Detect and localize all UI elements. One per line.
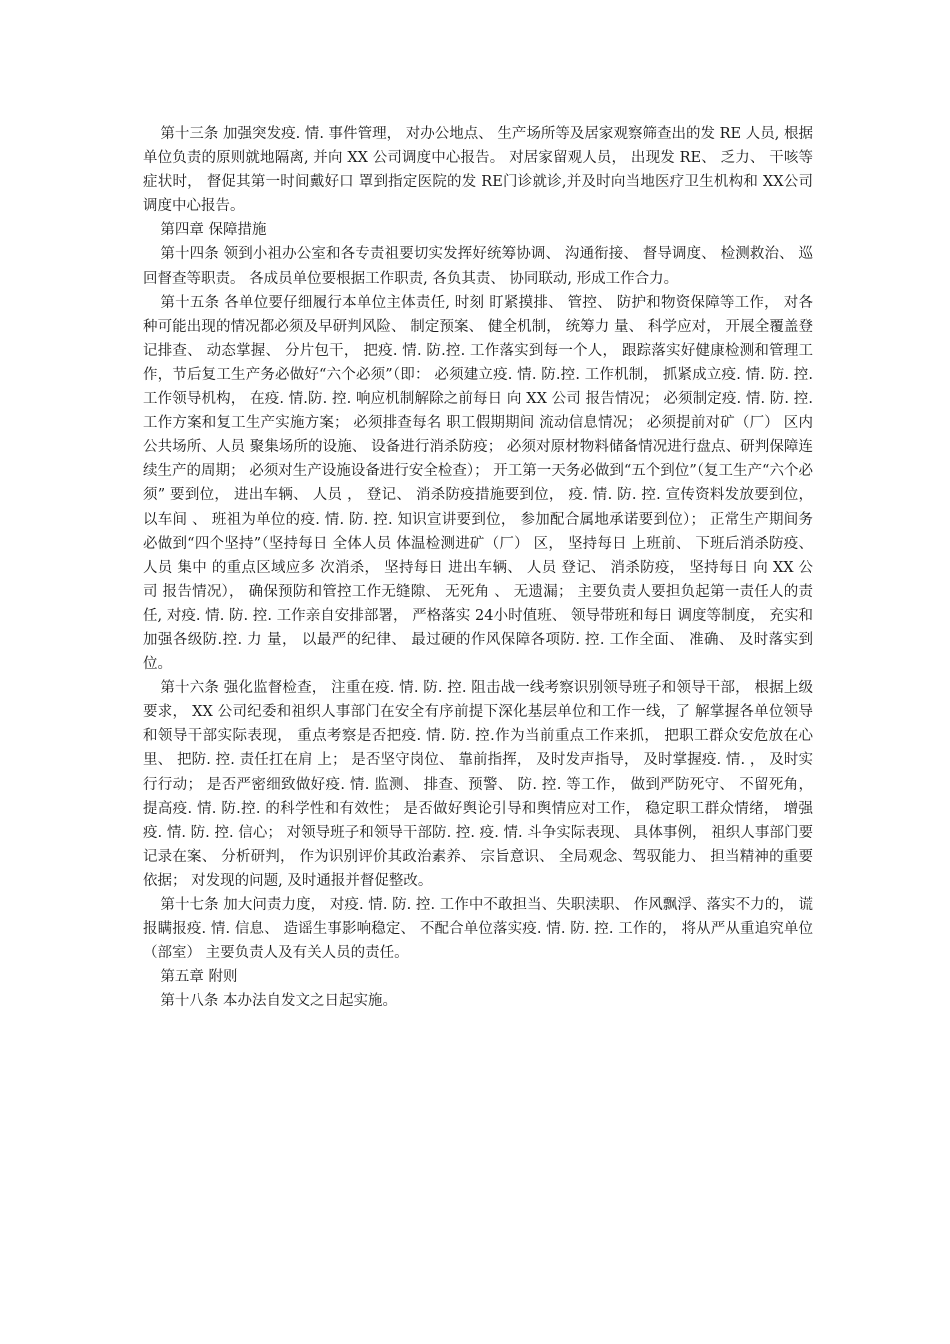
chapter-4-heading: 第四章 保障措施 xyxy=(160,222,267,239)
article-17: 第十七条 加大问责力度， 对疫. 情. 防. 控. 工作中不敢担当、失职渎职、 作风飘浮、落实不力的， 谎报瞒报疫. 情. 信息、 造谣生事影响稳定、 不配合单位落实疫. 情. 防. 控. 工作的， 将从严从重追究单位（部室） 主要负责人及有关人员的责任。 xyxy=(143,897,813,962)
article-15: 第十五条 各单位要仔细履行本单位主体责任, 时刻 盯紧摸排、 管控、 防护和物资保障等工作， 对各种可能出现的情况都必须及早研判风险、 制定预案、 健全机制， 统筹力 量、 科学应对， 开展全覆盖登记排查、 动态掌握、 分片包干， 把疫. 情. 防.控. 工作落实到每一个人， 跟踪落实好健康检测和管理工作，节后复工生产务必做好“六个必须”（即： 必须建立疫. 情. 防.控. 工作机制， 抓紧成立疫. 情. 防. 控. 工作领导机构， 在疫. 情.防. 控. 响应机制解除之前每日 向 XX 公司 报告情况； 必须制定疫. 情. 防. 控. 工作方案和复工生产实施方案； 必须排查每名 职工假期期间 流动信息情况； 必须提前对矿（厂） 区内公共场所、人员 聚集场所的设施、 设备进行消杀防疫； 必须对原材物料储备情况进行盘点、研判保障连续生产的周期； 必须对生产设施设备进行安全检查）； 开工第一天务必做到“五个到位”（复工生产“六个必须” 要到位， 进出车辆、 人员 ， 登记、 消杀防疫措施要到位， 疫. 情. 防. 控. 宣传资料发放要到位， 以车间 、 班祖为单位的疫. 情. 防. 控. 知识宣讲要到位， 参加配合属地承诺要到位）； 正常生产期间务必做到“四个坚持”（坚持每日 全体人员 体温检测进矿（厂） 区， 坚持每日 上班前、 下班后消杀防疫、 人员 集中 的重点区域应多 次消杀， 坚持每日 进出车辆、 人员 登记、 消杀防疫， 坚持每日 向 XX 公司 报告情况）， 确保预防和管控工作无缝隙、 无死角 、 无遗漏； 主要负责人要担负起第一责任人的责任, 对疫. 情. 防. 控. 工作亲自安排部署， 严格落实 24小时值班、 领导带班和每日 调度等制度， 充实和加强各级防.控. 力 量， 以最严的纪律、 最过硬的作风保障各项防. 控. 工作全面、 准确、 及时落实到位。 xyxy=(143,294,813,673)
article-14: 第十四条 领到小祖办公室和各专责祖要切实发挥好统筹协调、 沟通衔接、 督导调度、 检测救治、 巡回督查等职责。 各成员单位要根据工作职责, 各负其责、 协同联动, 形成工作合力。 xyxy=(143,246,813,287)
document-body xyxy=(143,122,813,1013)
article-16: 第十六条 强化监督检查， 注重在疫. 情. 防. 控. 阻击战一线考察识别领导班子和领导干部， 根据上级要求， XX 公司纪委和祖织人事部门在安全有序前提下深化基层单位和工作一线，了 解掌握各单位领导和领导干部实际表现， 重点考察是否把疫. 情. 防. 控.作为当前重点工作来抓， 把职工群众安危放在心里、 把防. 控. 责任扛在肩 上； 是否坚守岗位、 靠前指挥， 及时发声指导， 及时掌握疫. 情. ， 及时实行行动； 是否严密细致做好疫. 情. 监测、 排查、预警、 防. 控. 等工作， 做到严防死守、 不留死角， 提高疫. 情. 防.控. 的科学性和有效性； 是否做好舆论引导和舆情应对工作， 稳定职工群众情绪， 增强疫. 情. 防. 控. 信心； 对领导班子和领导干部防. 控. 疫. 情. 斗争实际表现、 具体事例， 祖织人事部门要记录在案、 分析研判， 作为识别评价其政治素养、 宗旨意识、 全局观念、驾驭能力、 担当精神的重要依据； 对发现的问题, 及时通报并督促整改。 xyxy=(143,680,813,889)
chapter-5-heading: 第五章 附则 xyxy=(160,969,238,986)
article-18: 第十八条 本办法自发文之日起实施。 xyxy=(160,993,397,1010)
article-13: 第十三条 加强突发疫. 情. 事件管理， 对办公地点、 生产场所等及居家观察筛查出的发 RE 人员, 根据单位负责的原则就地隔离, 并向 XX 公司调度中心报告。 对居家留观人员， 出现发 RE、 乏力、 干咳等症状时， 督促其第一时间戴好口 罩到指定医院的发 RE门诊就诊,并及时向当地医疗卫生机构和 XX公司调度中心报告。 xyxy=(143,126,813,215)
